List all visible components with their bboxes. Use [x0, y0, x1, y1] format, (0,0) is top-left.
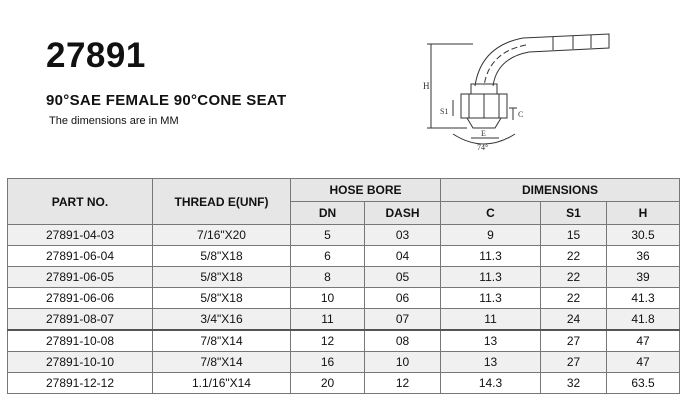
product-title: 90°SAE FEMALE 90°CONE SEAT: [46, 92, 287, 109]
cell-c: 13: [441, 330, 541, 352]
fitting-technical-drawing: [413, 4, 623, 154]
label-s1: S1: [440, 107, 449, 116]
cell-s1: 15: [541, 225, 607, 246]
cell-part-no: 27891-08-07: [8, 309, 153, 331]
table-row: [8, 246, 680, 267]
cell-h: 63.5: [607, 373, 680, 394]
cell-part-no: 27891-06-06: [8, 288, 153, 309]
table-row: [8, 373, 680, 394]
cell-c: 14.3: [441, 373, 541, 394]
cell-thread: 1.1/16"X14: [153, 373, 291, 394]
cell-s1: 32: [541, 373, 607, 394]
cell-part-no: 27891-10-08: [8, 330, 153, 352]
cell-part-no: 27891-06-05: [8, 267, 153, 288]
cell-dash: 04: [365, 246, 441, 267]
cell-s1: 22: [541, 288, 607, 309]
cell-dash: 08: [365, 330, 441, 352]
table-row: [8, 288, 680, 309]
cell-h: 36: [607, 246, 680, 267]
cell-thread: 7/16"X20: [153, 225, 291, 246]
dimensions-table: [7, 178, 680, 394]
header-s1: S1: [541, 202, 607, 225]
cell-h: 30.5: [607, 225, 680, 246]
product-code: 27891: [46, 36, 146, 75]
cell-dn: 8: [291, 267, 365, 288]
cell-dn: 20: [291, 373, 365, 394]
cell-thread: 5/8"X18: [153, 288, 291, 309]
cell-dash: 07: [365, 309, 441, 331]
cell-dn: 16: [291, 352, 365, 373]
cell-dn: 12: [291, 330, 365, 352]
label-angle: 74°: [477, 143, 489, 152]
cell-s1: 27: [541, 330, 607, 352]
table-row: [8, 225, 680, 246]
cell-s1: 22: [541, 246, 607, 267]
header-dimensions: DIMENSIONS: [441, 179, 680, 202]
table-row: [8, 309, 680, 331]
cell-dn: 10: [291, 288, 365, 309]
cell-s1: 22: [541, 267, 607, 288]
label-h: H: [423, 81, 430, 91]
cell-c: 11.3: [441, 267, 541, 288]
header-dn: DN: [291, 202, 365, 225]
header-dash: DASH: [365, 202, 441, 225]
cell-h: 47: [607, 330, 680, 352]
cell-c: 11.3: [441, 246, 541, 267]
label-c: C: [518, 110, 524, 119]
cell-dash: 05: [365, 267, 441, 288]
header-h: H: [607, 202, 680, 225]
cell-thread: 7/8"X14: [153, 330, 291, 352]
cell-dn: 6: [291, 246, 365, 267]
header-part-no: PART NO.: [8, 179, 153, 225]
header-thread: THREAD E(UNF): [153, 179, 291, 225]
cell-part-no: 27891-10-10: [8, 352, 153, 373]
cell-part-no: 27891-06-04: [8, 246, 153, 267]
units-note: The dimensions are in MM: [49, 115, 179, 127]
cell-c: 11: [441, 309, 541, 331]
cell-s1: 24: [541, 309, 607, 331]
cell-dash: 10: [365, 352, 441, 373]
cell-dash: 06: [365, 288, 441, 309]
cell-dash: 12: [365, 373, 441, 394]
header-hose-bore: HOSE BORE: [291, 179, 441, 202]
cell-part-no: 27891-12-12: [8, 373, 153, 394]
cell-thread: 5/8"X18: [153, 246, 291, 267]
cell-c: 13: [441, 352, 541, 373]
cell-thread: 5/8"X18: [153, 267, 291, 288]
cell-thread: 7/8"X14: [153, 352, 291, 373]
cell-c: 9: [441, 225, 541, 246]
cell-part-no: 27891-04-03: [8, 225, 153, 246]
cell-h: 47: [607, 352, 680, 373]
cell-h: 41.8: [607, 309, 680, 331]
cell-h: 39: [607, 267, 680, 288]
cell-s1: 27: [541, 352, 607, 373]
cell-c: 11.3: [441, 288, 541, 309]
label-e: E: [481, 129, 486, 138]
header-c: C: [441, 202, 541, 225]
table-row: [8, 330, 680, 352]
cell-dn: 5: [291, 225, 365, 246]
table-row: [8, 352, 680, 373]
cell-thread: 3/4"X16: [153, 309, 291, 331]
table-row: [8, 267, 680, 288]
cell-dash: 03: [365, 225, 441, 246]
cell-dn: 11: [291, 309, 365, 331]
cell-h: 41.3: [607, 288, 680, 309]
